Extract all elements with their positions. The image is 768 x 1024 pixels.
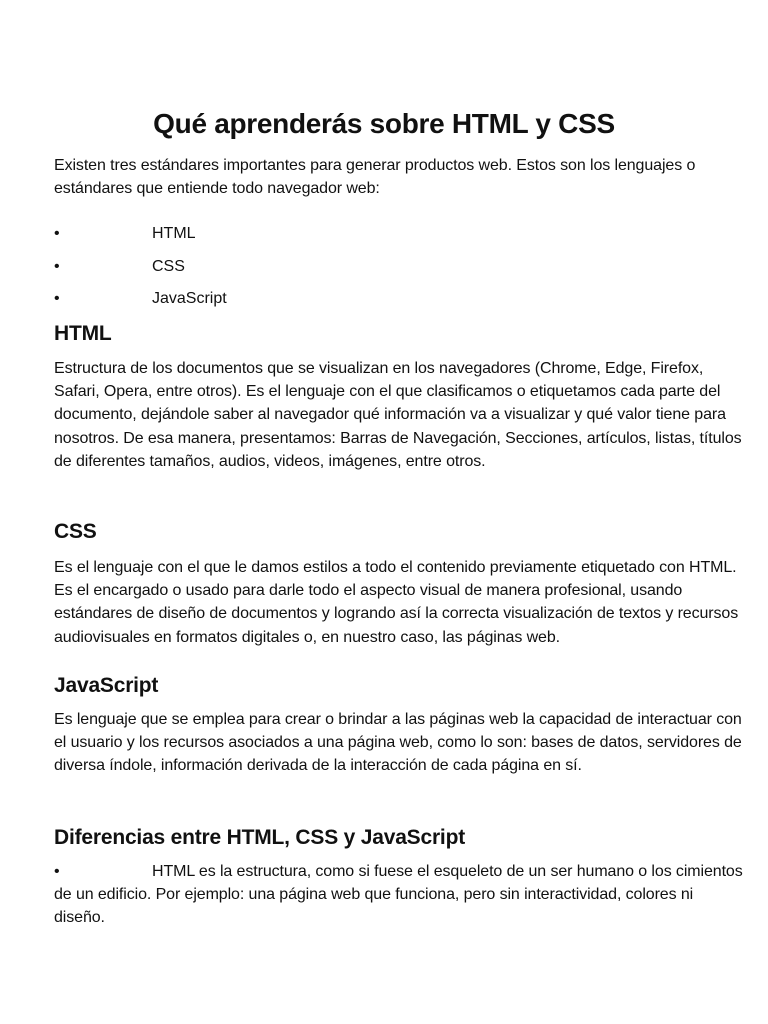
list-item-label: HTML <box>152 225 196 242</box>
list-item-label: CSS <box>152 258 185 275</box>
bullet-icon: • <box>54 258 60 275</box>
bullet-icon: • <box>54 290 60 307</box>
list-item-label: JavaScript <box>152 290 227 307</box>
page-title: Qué aprenderás sobre HTML y CSS <box>153 108 615 139</box>
section-body-css: Es el lenguaje con el que le damos estilos a todo el contenido previamente etiquetado con HTML. Es el encargado o usado para darle todo el aspecto visual de manera profesional, usando estándares de diseño de documentos y logrando así la correcta visualización de textos y recursos audiovisuales en formatos digitales o, en nuestro caso, las páginas web. <box>54 559 739 646</box>
section-body-html: Estructura de los documentos que se visualizan en los navegadores (Chrome, Edge, Firefox, Safari, Opera, entre otros). Es el lenguaje con el que clasificamos o etiquetamos cada parte del documento, dejándole saber al navegador qué información va a visualizar y qué valor tiene para nosotros. De esa manera, presentamos: Barras de Navegación, Secciones, artículos, listas, títulos de diferentes tamaños, audios, videos, imágenes, entre otros. <box>54 360 742 470</box>
section-body-javascript: Es lenguaje que se emplea para crear o brindar a las páginas web la capacidad de interactuar con el usuario y los recursos asociados a una página web, como lo son: bases de datos, servidores de diversa índole, información derivada de la interacción de cada página en sí. <box>54 711 742 775</box>
section-heading-css: CSS <box>54 520 97 543</box>
bullet-icon: • <box>54 225 60 242</box>
section-heading-html: HTML <box>54 322 112 345</box>
list-item <box>54 860 744 930</box>
section-heading-differences: Diferencias entre HTML, CSS y JavaScript <box>54 826 465 849</box>
bullet-icon: • <box>54 863 60 880</box>
list-item-label: HTML es la estructura, como si fuese el esqueleto de un ser humano o los cimientos de un edificio. Por ejemplo: una página web que funciona, pero sin interactividad, colores ni diseño. <box>54 863 743 927</box>
section-heading-javascript: JavaScript <box>54 674 159 697</box>
intro-paragraph: Existen tres estándares importantes para generar productos web. Estos son los lenguajes o estándares que entiende todo navegador web: <box>54 157 696 198</box>
